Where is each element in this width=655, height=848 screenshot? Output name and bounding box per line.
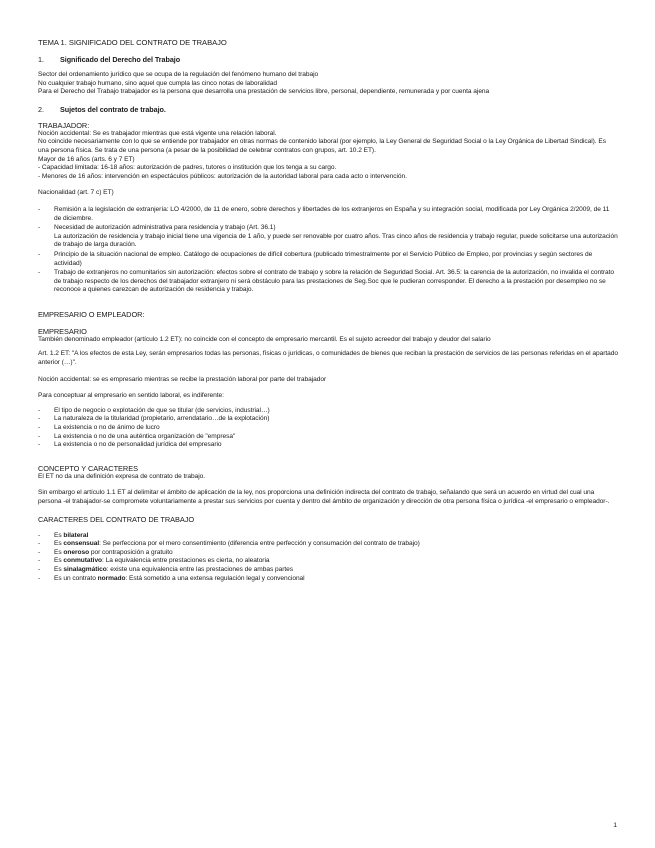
trabajador-line: Noción accidental: Se es trabajador mientras que está vigente una relación laboral. <box>38 129 277 137</box>
caracter-desc: : Se perfecciona por el mero consentimiento (diferencia entre perfección y consumación del contrato de trabajo) <box>99 540 420 548</box>
dash-marker: - <box>38 531 41 539</box>
caracter-term: bilateral <box>63 531 89 539</box>
list-item <box>38 424 618 433</box>
caracter-desc: : existe una equivalencia entre las prestaciones de ambas partes <box>106 565 294 573</box>
list-item <box>38 557 618 566</box>
empresario-nocion: Noción accidental: se es empresario mientras se recibe la prestación laboral por parte del trabajador <box>38 375 327 383</box>
section-1-number: 1. <box>38 55 44 64</box>
nacionalidad-line: Nacionalidad (art. 7 c) ET) <box>38 189 114 197</box>
dash-marker: - <box>38 432 41 440</box>
caracter-term: conmutativo <box>63 557 103 565</box>
list-item-text: La existencia o no de personalidad jurídica del empresario <box>54 441 222 449</box>
caracter-prefix: Es un contrato <box>54 574 98 582</box>
list-item-text: La existencia o no de ánimo de lucro <box>54 424 160 432</box>
caracter-prefix: Es <box>54 557 64 565</box>
empresario-line: También denominado empleador (artículo 1.2 ET): no coincide con el concepto de empresario mercantil. Es el sujeto acreedor del trabajo y deudor del salario <box>38 335 491 343</box>
list-item <box>38 532 618 541</box>
document-page <box>38 38 618 583</box>
empresario-list <box>38 407 618 450</box>
dash-marker: - <box>38 224 41 232</box>
empresario-article: Art. 1.2 ET: "A los efectos de esta Ley, serán empresarios todas las personas, físicas o jurídicas, o comunidades de bienes que reciban la prestación de servicios de las personas referidas en el apartado anterior (…)". <box>38 350 618 367</box>
caracteres-heading: CARACTERES DEL CONTRATO DE TRABAJO <box>38 514 195 524</box>
section-2-title: Sujetos del contrato de trabajo. <box>60 104 166 114</box>
caracter-prefix: Es <box>54 540 64 548</box>
list-item-text: Necesidad de autorización administrativa para residencia y trabajo (Art. 36.1) <box>54 224 276 232</box>
trabajador-line: - Capacidad limitada: 16-18 años: autorización de padres, tutores o institución que los tenga a su cargo. <box>38 164 337 172</box>
caracter-term: consensual <box>63 540 100 548</box>
trabajador-line: No coincide necesariamente con lo que se entiende por trabajador en otras normas de contenido laboral (por ejemplo, la Ley General de Seguridad Social o la Ley Orgánica de Libertad Sindical). Es una persona física. Se trata de una persona (a pesar de la posibilidad de celebrar contratos con grupos, art. 10.2 ET). <box>38 138 606 154</box>
dash-marker: - <box>38 540 41 548</box>
list-item <box>38 566 618 575</box>
list-item <box>38 549 618 558</box>
list-item-text: La existencia o no de una auténtica organización de "empresa" <box>54 432 236 440</box>
caracter-term: normado <box>97 574 126 582</box>
section-1-heading <box>38 55 618 64</box>
empresario-para: Para conceptuar al empresario en sentido laboral, es indiferente: <box>38 392 224 400</box>
caracter-prefix: Es <box>54 548 64 556</box>
page-number: 1 <box>613 822 617 829</box>
concepto-heading: CONCEPTO Y CARACTERES <box>38 463 138 473</box>
list-item <box>38 206 618 223</box>
trabajador-list <box>38 206 618 295</box>
dash-marker: - <box>38 574 41 582</box>
dash-marker: - <box>38 548 41 556</box>
dash-marker: - <box>38 269 41 277</box>
list-item-text: La naturaleza de la titularidad (propietario, arrendatario…de la explotación) <box>54 415 270 423</box>
dash-marker: - <box>38 441 41 449</box>
trabajador-line: Mayor de 16 años (arts. 6 y 7 ET) <box>38 155 135 163</box>
section-1-title: Significado del Derecho del Trabajo <box>60 55 181 64</box>
list-item <box>38 224 618 250</box>
section-1-line: Para el Derecho del Trabajo trabajador es la persona que desarrolla una prestación de servicios libre, personal, dependiente, remunerada y por cuenta ajena <box>38 88 490 96</box>
list-item <box>38 415 618 424</box>
list-item-text: Trabajo de extranjeros no comunitarios sin autorización: efectos sobre el contrato de trabajo y sobre la relación de Seguridad Social. Art. 36.5: la carencia de la autorización, no invalida el contrato de trabajo respecto de los derechos del trabajador extranjero ni será obstáculo para las prestaciones de Seg.Soc que le pudieran corresponder. El derecho a la prestación por desempleo no se reconoce a quienes carezcan de autorización de residencia y trabajo. <box>54 269 615 294</box>
concepto-para: Sin embargo el artículo 1.1 ET al delimitar el ámbito de aplicación de la ley, nos proporciona una definición indirecta del contrato de trabajo, señalando que será un acuerdo en virtud del cual una persona -el trabajador-se compromete voluntariamente a prestar sus servicios por cuenta y dentro del ámbito de organización y dirección de otra persona física o jurídica -el empresario o empleador-. <box>38 489 610 505</box>
dash-marker: - <box>38 250 41 258</box>
caracter-desc: por contraposición a gratuito <box>89 548 173 556</box>
list-item <box>38 269 618 295</box>
caracteres-list <box>38 532 618 584</box>
concepto-line: El ET no da una definición expresa de contrato de trabajo. <box>38 472 206 480</box>
dash-marker: - <box>38 557 41 565</box>
list-item-text: Remisión a la legislación de extranjería: LO 4/2000, de 11 de enero, sobre derechos y libertades de los extranjeros en España y su integración social, modificada por Ley Orgánica 2/2009, de 11 de diciembre. <box>54 205 610 222</box>
caracter-desc: : Está sometido a una extensa regulación legal y convencional <box>125 574 305 582</box>
dash-marker: - <box>38 565 41 573</box>
caracter-desc: : La equivalencia entre prestaciones es cierta, no aleatoria <box>102 557 270 565</box>
dash-marker: - <box>38 406 41 414</box>
list-item <box>38 251 618 268</box>
section-2-number: 2. <box>38 104 44 114</box>
dash-marker: - <box>38 415 41 423</box>
dash-marker: - <box>38 205 41 213</box>
empresario-subheading: EMPRESARIO <box>38 326 87 336</box>
empresario-section-heading: EMPRESARIO O EMPLEADOR: <box>38 309 145 319</box>
caracter-term: oneroso <box>63 548 90 556</box>
list-item <box>38 433 618 442</box>
document-title: TEMA 1. SIGNIFICADO DEL CONTRATO DE TRABAJO <box>38 38 227 47</box>
dash-marker: - <box>38 424 41 432</box>
caracter-prefix: Es <box>54 565 64 573</box>
caracter-prefix: Es <box>54 531 64 539</box>
section-1-line: No cualquier trabajo humano, sino aquel que cumpla las cinco notas de laboralidad <box>38 79 277 87</box>
section-2-heading <box>38 105 618 114</box>
section-1-line: Sector del ordenamiento jurídico que se ocupa de la regulación del fenómeno humano del trabajo <box>38 71 319 78</box>
list-item <box>38 441 618 450</box>
list-item <box>38 540 618 549</box>
list-item <box>38 407 618 416</box>
trabajador-heading: TRABAJADOR: <box>38 120 90 130</box>
caracter-term: sinalagmático <box>63 565 107 573</box>
list-item-extra: La autorización de residencia y trabajo inicial tiene una vigencia de 1 año, y puede ser renovable por cuatro años. Tras cinco años de residencia y trabajo regular, puede solicitarse una autorización de trabajo de larga duración. <box>54 232 618 249</box>
list-item-text: El tipo de negocio o explotación de que se titular (de servicios, industrial…) <box>54 406 270 414</box>
list-item <box>38 575 618 584</box>
trabajador-line: - Menores de 16 años: intervención en espectáculos públicos: autorización de la autoridad laboral para cada acto o intervención. <box>38 172 407 180</box>
list-item-text: Principio de la situación nacional de empleo. Catálogo de ocupaciones de difícil cobertura (publicado trimestralmente por el Servicio Público de Empleo, por provincias y según sectores de actividad) <box>54 250 593 267</box>
